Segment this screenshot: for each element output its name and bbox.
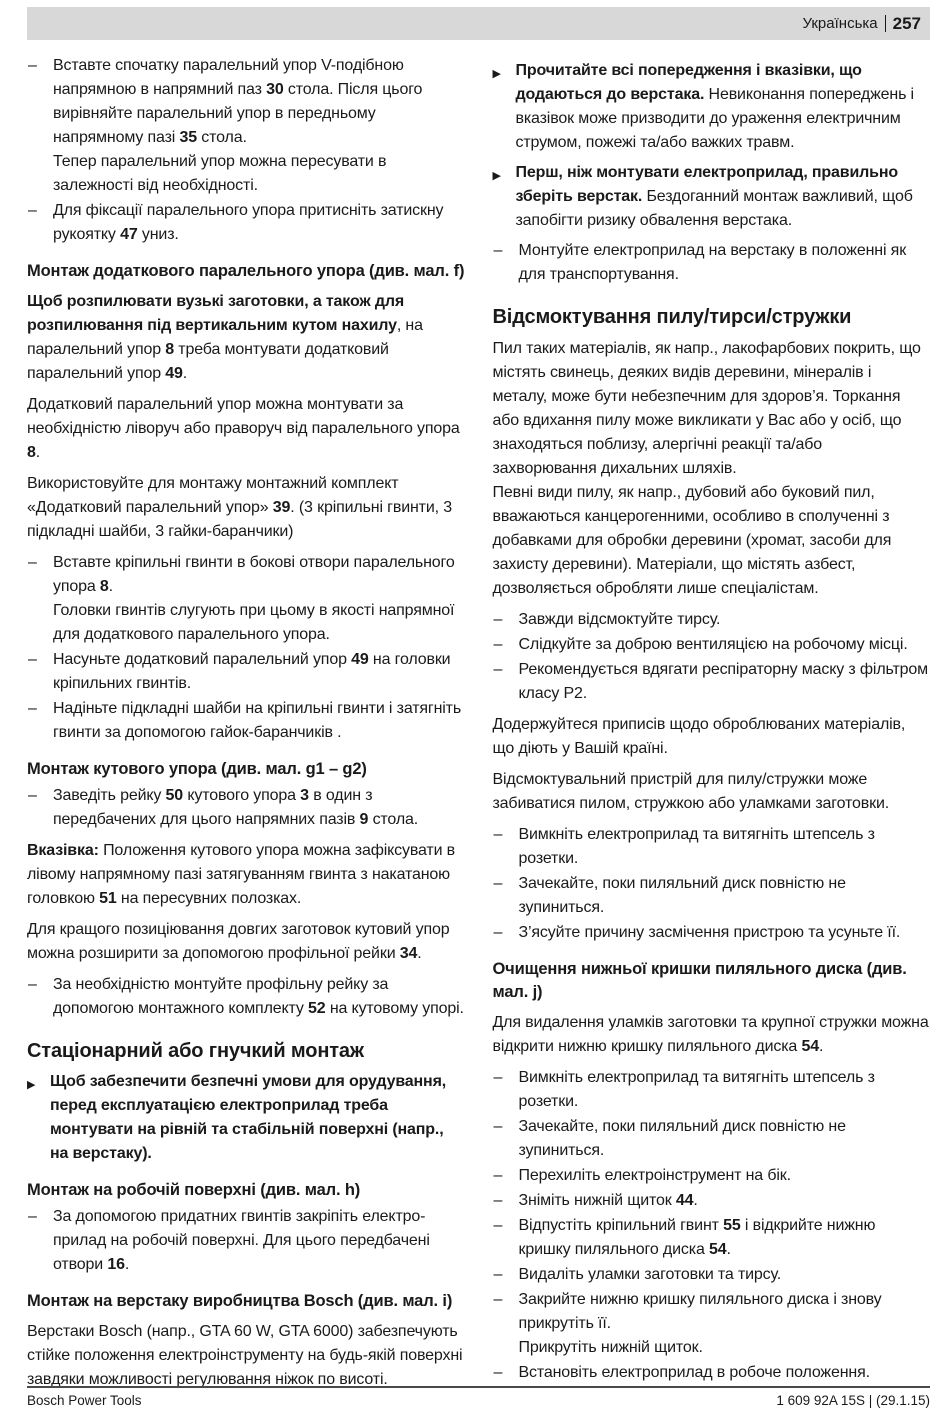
item-text (53, 1208, 430, 1273)
text-fragment: Монтаж додаткового паралельного упора (див. мал. f) (27, 262, 465, 280)
item-text (519, 1192, 698, 1209)
bullet-item (493, 1263, 931, 1287)
text-fragment: Зніміть нижній щиток (518, 1192, 676, 1209)
dash-bullet-icon: – (28, 1208, 37, 1225)
text-fragment: на кутовому упорі. (325, 1000, 464, 1017)
bold-text-fragment: 8 (27, 444, 36, 461)
item-text (53, 787, 418, 828)
bullet-item (493, 1361, 931, 1385)
paragraph (493, 713, 931, 761)
dash-bullet-icon: – (493, 661, 503, 678)
footer-document-number: 1 609 92A 15S | (29.1.15) (776, 1393, 930, 1408)
dash-bullet-icon: – (28, 554, 37, 571)
text-fragment: За допомогою придатних гвинтів закріпіть електро-прилад на робочій поверхні. Для цього передбачені отвори (53, 1208, 430, 1273)
text-fragment: Слідкуйте за доброю вентиляцією на робочому місці. (518, 636, 908, 653)
dash-bullet-icon: – (493, 1217, 503, 1234)
text-fragment: Монтаж на робочій поверхні (див. мал. h) (27, 1181, 361, 1199)
bold-text-fragment: 55 (723, 1217, 741, 1234)
text-fragment: кутового упора (183, 787, 301, 804)
text-fragment: Зачекайте, поки пиляльний диск повністю не зупиниться. (518, 875, 846, 916)
warning-item (493, 59, 931, 155)
paragraph (493, 1011, 931, 1059)
dash-bullet-icon: – (493, 1167, 503, 1184)
bold-text-fragment: 51 (99, 890, 117, 907)
warning-arrow-icon: ▶ (492, 68, 501, 80)
bullet-item (493, 1115, 931, 1163)
dash-bullet-icon: – (493, 875, 503, 892)
content-area (27, 53, 930, 1399)
bold-text-fragment: Прочитайте всі попередження і вказівки, що додаються до верстака. (515, 62, 862, 103)
bullet-item (493, 658, 931, 706)
text-fragment: Завжди відсмоктуйте тирсу. (518, 611, 721, 628)
page-header (27, 7, 930, 40)
dash-bullet-icon: – (493, 924, 503, 941)
text-fragment: . (726, 1241, 731, 1258)
item-text (519, 1217, 876, 1258)
bullet-item (493, 1214, 931, 1262)
paragraph (493, 768, 931, 816)
text-fragment: Зачекайте, поки пиляльний диск повністю не зупиниться. (518, 1118, 846, 1159)
paragraph (27, 839, 465, 911)
item-text (519, 875, 846, 916)
text-fragment: Перехиліть електроінструмент на бік. (518, 1167, 791, 1184)
item-text (519, 826, 875, 867)
subsection-heading (27, 758, 465, 781)
bold-text-fragment: 39 (272, 499, 291, 516)
bold-text-fragment: 54 (801, 1038, 819, 1055)
text-fragment: Пил таких матеріалів, як напр., лакофарбових покрить, що містять свинець, деяких видів деревини, мінералів і металу, може бути небезпечним для здоров’я. Торкання або вдихання пилу може викликати у Вас або у осіб, що знаходяться поблизу, алергічні реакції та/або захворювання дихальних шляхів. (492, 340, 921, 477)
text-fragment: . (417, 945, 422, 962)
warning-arrow-icon: ▶ (27, 1079, 36, 1091)
bold-text-fragment: 52 (308, 1000, 326, 1017)
item-text (53, 651, 450, 692)
dash-bullet-icon: – (28, 202, 37, 219)
bold-text-fragment: Перш, ніж монтувати електроприлад, правильно зберіть верстак. (515, 164, 899, 205)
text-fragment: Вимкніть електроприлад та витягніть штепсель з розетки. (518, 1069, 875, 1110)
text-fragment: Встановіть електроприлад в робоче положення. (518, 1364, 870, 1381)
bold-text-fragment: 8 (165, 341, 174, 358)
text-fragment: Очищення нижньої кришки пиляльного диска (див. мал. j) (492, 960, 907, 1001)
text-fragment: Надіньте підкладні шайби на кріпильні гвинти і затягніть гвинти за допомогою гайок-баранчиків . (53, 700, 462, 741)
text-fragment: Невиконання попереджень і вказівок може призводити до ураження електричним струмом, пожежі та/або важких травм. (515, 86, 914, 151)
bold-text-fragment: 49 (351, 651, 369, 668)
item-text (50, 1073, 446, 1162)
bullet-item (27, 973, 465, 1021)
text-fragment: Для фіксації паралельного упора притисніть затискну рукоятку (53, 202, 444, 243)
bullet-item (493, 1288, 931, 1360)
bullet-item (493, 1066, 931, 1114)
text-fragment: на пересувних полозках. (116, 890, 302, 907)
text-fragment: Додержуйтеся приписів щодо оброблюваних матеріалів, що діють у Вашій країні. (492, 716, 906, 757)
text-fragment: треба монтувати додатковий паралельний упор (27, 341, 389, 382)
item-text (519, 1291, 882, 1356)
text-fragment: Для кращого позиціювання довгих заготовок кутовий упор можна розширити за допомогою профільної рейки (27, 921, 450, 962)
subsection-heading (27, 1179, 465, 1202)
item-text (53, 202, 443, 243)
item-text (516, 164, 913, 229)
bold-text-fragment: Щоб забезпечити безпечні умови для орудування, перед експлуатацією електроприлад треба монтувати на рівній та стабільній поверхні (напр., на верстаку). (50, 1073, 447, 1162)
text-fragment: З’ясуйте причину засмічення пристрою та усуньте її. (518, 924, 901, 941)
bullet-item (493, 823, 931, 871)
text-fragment: Для видалення уламків заготовки та крупної стружки можна відкрити нижню кришку пиляльного диска (492, 1014, 929, 1055)
dash-bullet-icon: – (493, 1192, 503, 1209)
bold-text-fragment: 47 (120, 226, 138, 243)
bullet-item (493, 1164, 931, 1188)
text-fragment: Додатковий паралельний упор можна монтувати за необхідністю ліворуч або праворуч від паралельного упора (27, 396, 460, 437)
text-fragment: Стаціонарний або гнучкий монтаж (27, 1040, 364, 1062)
dash-bullet-icon: – (493, 242, 503, 259)
bullet-item (493, 239, 931, 287)
text-fragment: Бездоганний монтаж важливий, щоб запобігти ризику обвалення верстака. (515, 188, 913, 229)
bullet-item (27, 648, 465, 696)
item-text (53, 554, 455, 643)
bold-text-fragment: 8 (99, 578, 109, 595)
bold-text-fragment: 3 (300, 787, 309, 804)
text-fragment: Відсмоктування пилу/тирси/стружки (492, 306, 852, 328)
dash-bullet-icon: – (493, 1118, 503, 1135)
bullet-item (493, 608, 931, 632)
text-fragment: стола. (368, 811, 419, 828)
text-fragment: . (693, 1192, 698, 1209)
text-fragment: Вставте спочатку паралельний упор V-подібною напрямною в напрямний паз (53, 57, 404, 98)
left-column (27, 53, 465, 1399)
paragraph (493, 337, 931, 601)
text-fragment: униз. (137, 226, 179, 243)
bold-text-fragment: 35 (179, 129, 197, 146)
text-fragment: Положення кутового упора можна зафіксувати в лівому напрямному пазі затягуванням гвинта з накатаною головкою (27, 842, 456, 907)
text-fragment: . (124, 1256, 130, 1273)
dash-bullet-icon: – (493, 636, 503, 653)
dash-bullet-icon: – (493, 1266, 503, 1283)
dash-bullet-icon: – (493, 611, 503, 628)
dash-bullet-icon: – (493, 1291, 503, 1308)
bullet-item (493, 1189, 931, 1213)
bold-text-fragment: 34 (399, 945, 418, 962)
text-fragment: Монтаж кутового упора (див. мал. g1 – g2) (27, 760, 367, 778)
text-fragment: За необхідністю монтуйте профільну рейку за допомогою монтажного комплекту (53, 976, 389, 1017)
right-column (493, 53, 931, 1399)
footer-brand-label: Bosch Power Tools (27, 1393, 142, 1408)
dash-bullet-icon: – (28, 57, 37, 74)
text-fragment: Вимкніть електроприлад та витягніть штепсель з розетки. (518, 826, 875, 867)
warning-item (493, 161, 931, 233)
text-fragment: Монтаж на верстаку виробництва Bosch (див. мал. i) (27, 1292, 453, 1310)
text-fragment: Насуньте додатковий паралельний упор (53, 651, 352, 668)
bold-text-fragment: 50 (165, 787, 184, 804)
item-text (516, 62, 914, 151)
text-fragment: Відпустіть кріпильний гвинт (518, 1217, 724, 1234)
section-heading (493, 304, 931, 330)
bullet-item (27, 697, 465, 745)
subsection-heading (27, 260, 465, 283)
warning-item (27, 1070, 465, 1166)
text-fragment: Відсмоктувальний пристрій для пилу/стружки може забиватися пилом, стружкою або уламками заготовки. (492, 771, 890, 812)
text-fragment: і відкрийте нижню кришку пиляльного диска (518, 1217, 876, 1258)
text-fragment: Видаліть уламки заготовки та тирсу. (518, 1266, 782, 1283)
header-separator (885, 15, 886, 32)
paragraph (27, 1320, 465, 1392)
bold-text-fragment: 9 (359, 811, 369, 828)
item-text (519, 1118, 846, 1159)
bold-text-fragment: Щоб розпилювати вузькі заготовки, а також для розпилювання під вертикальним кутом нахилу (27, 293, 405, 334)
item-text (519, 1069, 875, 1110)
subsection-heading (493, 958, 931, 1004)
header-page-number: 257 (892, 13, 921, 33)
text-fragment: . (182, 365, 188, 382)
warning-arrow-icon: ▶ (492, 170, 501, 182)
dash-bullet-icon: – (493, 1069, 503, 1086)
dash-bullet-icon: – (28, 976, 37, 993)
text-fragment: Заведіть рейку (53, 787, 166, 804)
section-heading (27, 1038, 465, 1064)
item-text (53, 57, 422, 194)
bold-text-fragment: 16 (107, 1256, 125, 1273)
dash-bullet-icon: – (28, 651, 37, 668)
bullet-item (27, 784, 465, 832)
item-text (519, 1167, 791, 1184)
bold-text-fragment: 44 (675, 1192, 694, 1209)
bold-text-fragment: Вказівка: (27, 842, 99, 859)
page-footer (27, 1386, 930, 1409)
item-text (53, 700, 461, 741)
bold-text-fragment: 54 (709, 1241, 727, 1258)
item-text (519, 636, 908, 653)
dash-bullet-icon: – (493, 826, 503, 843)
text-fragment: Рекомендується вдягати респіраторну маску з фільтром класу P2. (518, 661, 928, 702)
item-text (519, 242, 907, 283)
dash-bullet-icon: – (493, 1364, 503, 1381)
bullet-item (27, 199, 465, 247)
text-fragment: Вставте кріпильні гвинти в бокові отвори паралельного упора (53, 554, 455, 595)
header-language-label: Українська (802, 15, 878, 32)
subsection-heading (27, 1290, 465, 1313)
bullet-item (493, 872, 931, 920)
item-text (53, 976, 464, 1017)
text-fragment: . (35, 444, 41, 461)
item-text (519, 611, 721, 628)
text-fragment: Використовуйте для монтажу монтажний комплект «Додатковий паралельний упор» (27, 475, 399, 516)
bullet-item (27, 551, 465, 647)
text-fragment: стола. (196, 129, 247, 146)
bullet-item (27, 54, 465, 198)
item-text (519, 1364, 870, 1381)
text-fragment: Монтуйте електроприлад на верстаку в положенні як для транспортування. (518, 242, 907, 283)
item-text (519, 1266, 782, 1283)
text-fragment: стола. Після цього вирівняйте паралельний упор в передньому напрямному пазі (53, 81, 423, 146)
dash-bullet-icon: – (28, 787, 37, 804)
dash-bullet-icon: – (28, 700, 37, 717)
paragraph (27, 472, 465, 544)
bold-text-fragment: 30 (266, 81, 284, 98)
text-fragment: Закрийте нижню кришку пиляльного диска і знову прикрутіть її. (518, 1291, 882, 1332)
item-text (519, 924, 901, 941)
text-fragment: . (818, 1038, 824, 1055)
text-fragment: на головки кріпильних гвинтів. (53, 651, 451, 692)
bold-text-fragment: 49 (165, 365, 183, 382)
text-fragment: Прикрутіть нижній щиток. (518, 1339, 703, 1356)
text-fragment: , на паралельний упор (27, 317, 423, 358)
text-fragment: Тепер паралельний упор можна пересувати в залежності від необхідності. (53, 153, 387, 194)
text-fragment: Верстаки Bosch (напр., GTA 60 W, GTA 6000) забезпечують стійке положення електроінструменту на будь-якій поверхні завдяки можливості регулювання ніжок по висоті. (27, 1323, 463, 1388)
text-fragment: в один з передбачених для цього напрямних пазів (53, 787, 373, 828)
bullet-item (493, 633, 931, 657)
paragraph (27, 290, 465, 386)
text-fragment: Певні види пилу, як напр., дубовий або буковий пил, вважаються канцерогенними, особливо в сполученні з добавками для обробки деревини (хромат, засоби для захисту деревини). Матеріали, що містять азбест, дозволяється обробляти лише спеціалістам. (492, 484, 892, 597)
paragraph (27, 918, 465, 966)
bullet-item (27, 1205, 465, 1277)
item-text (519, 661, 928, 702)
text-fragment: Головки гвинтів слугують при цьому в якості напрямної для додаткового паралельного упора. (53, 602, 455, 643)
text-fragment: . (3 кріпильні гвинти, 3 підкладні шайби, 3 гайки-баранчики) (27, 499, 452, 540)
bullet-item (493, 921, 931, 945)
text-fragment: . (108, 578, 113, 595)
paragraph (27, 393, 465, 465)
